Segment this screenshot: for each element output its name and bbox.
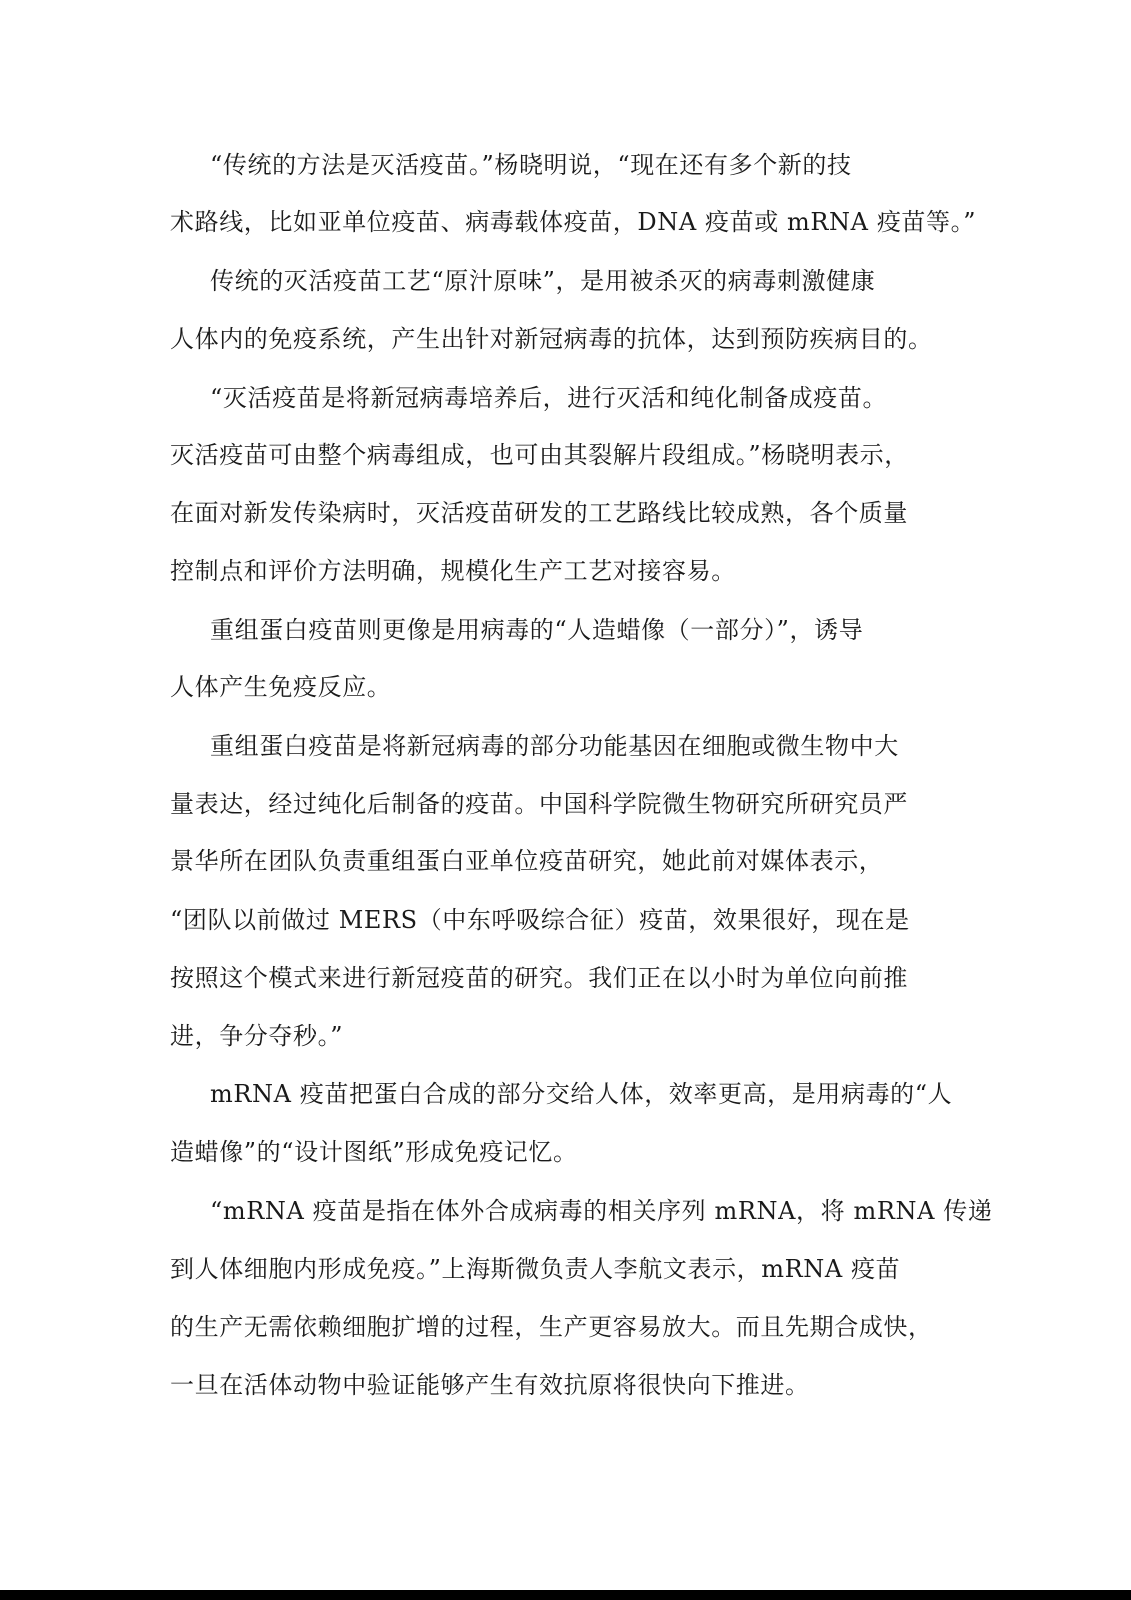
line-text: mRNA 疫苗把蛋白合成的部分交给人体，效率更高，是用病毒的“人 (210, 1080, 953, 1108)
line-text: 重组蛋白疫苗是将新冠病毒的部分功能基因在细胞或微生物中大 (210, 732, 899, 760)
line-text: 的生产无需依赖细胞扩增的过程，生产更容易放大。而且先期合成快， (170, 1313, 933, 1341)
line-text: “团队以前做过 MERS（中东呼吸综合征）疫苗，效果很好，现在是 (170, 906, 910, 934)
line-text: 景华所在团队负责重组蛋白亚单位疫苗研究，她此前对媒体表示， (170, 847, 884, 875)
line-text: 控制点和评价方法明确，规模化生产工艺对接容易。 (170, 557, 736, 585)
bottom-border (0, 1590, 1131, 1600)
line-text: 进，争分夺秒。” (170, 1022, 344, 1050)
line-text: 在面对新发传染病时，灭活疫苗研发的工艺路线比较成熟，各个质量 (170, 499, 908, 527)
line-text: 人体内的免疫系统，产生出针对新冠病毒的抗体，达到预防疾病目的。 (170, 325, 933, 353)
line-text: “灭活疫苗是将新冠病毒培养后，进行灭活和纯化制备成疫苗。 (210, 384, 888, 412)
line-text: “传统的方法是灭活疫苗。”杨晓明说，“现在还有多个新的技 (210, 151, 852, 179)
line-text: 术路线，比如亚单位疫苗、病毒载体疫苗，DNA 疫苗或 mRNA 疫苗等。” (170, 208, 977, 236)
line-text: 传统的灭活疫苗工艺“原汁原味”，是用被杀灭的病毒刺激健康 (210, 267, 876, 295)
line-text: 到人体细胞内形成免疫。”上海斯微负责人李航文表示，mRNA 疫苗 (170, 1255, 901, 1283)
line-text: 造蜡像”的“设计图纸”形成免疫记忆。 (170, 1138, 578, 1166)
line-text: 人体产生免疫反应。 (170, 673, 392, 701)
line-text: 量表达，经过纯化后制备的疫苗。中国科学院微生物研究所研究员严 (170, 790, 908, 818)
line-text: 灭活疫苗可由整个病毒组成，也可由其裂解片段组成。”杨晓明表示， (170, 441, 909, 469)
line-text: 一旦在活体动物中验证能够产生有效抗原将很快向下推进。 (170, 1371, 810, 1399)
line-text: “mRNA 疫苗是指在体外合成病毒的相关序列 mRNA，将 mRNA 传递 (210, 1197, 993, 1225)
line-text: 重组蛋白疫苗则更像是用病毒的“人造蜡像（一部分）”，诱导 (210, 616, 864, 644)
line-text: 按照这个模式来进行新冠疫苗的研究。我们正在以小时为单位向前推 (170, 964, 908, 992)
